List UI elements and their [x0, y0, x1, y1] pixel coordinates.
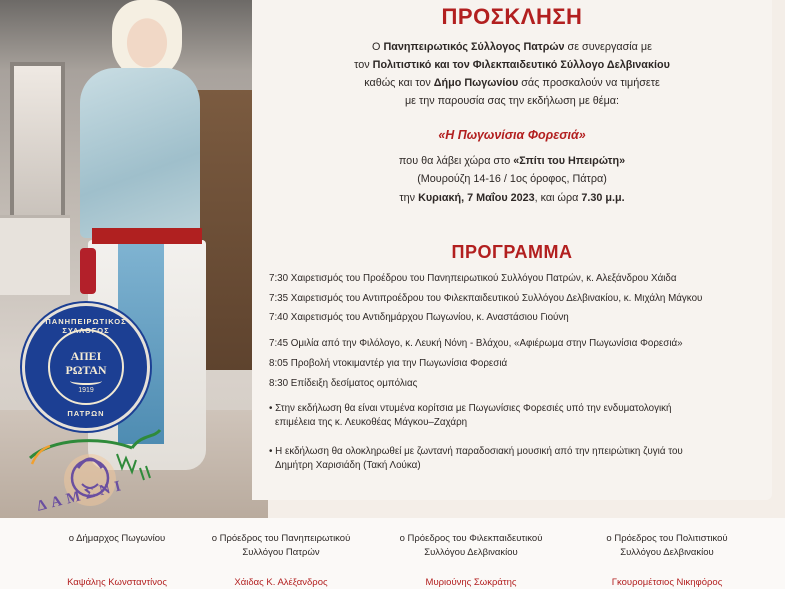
note-line: • Στην εκδήλωση θα είναι ντυμένα κορίτσια με Πωγωνίσιες Φορεσιές υπό την ενδυματολογική: [269, 403, 672, 414]
signature-role: Συλλόγου Δελβινακίου: [424, 547, 518, 558]
signature-block: [582, 532, 752, 588]
signature-role: Συλλόγου Πατρών: [242, 547, 320, 558]
intro-text: σάς προσκαλούν να τιμήσετε: [518, 77, 660, 89]
signature-name: Μυριούνης Σωκράτης: [425, 577, 517, 588]
intro-text: καθώς και τον: [364, 77, 434, 89]
program-item: 7:45 Ομιλία από την Φιλόλογο, κ. Λευκή Νόνη - Βλάχου, «Αφιέρωμα στην Πωγωνίσια Φορεσιά»: [269, 338, 683, 349]
event-time: 7.30 μ.μ.: [581, 192, 625, 204]
program-note: [269, 445, 683, 473]
note-line: • Η εκδήλωση θα ολοκληρωθεί με ζωντανή παραδοσιακή μουσική από την ηπειρώτικη ζυγιά του: [269, 446, 683, 457]
invitation-panel: [252, 0, 772, 500]
venue-place: «Σπίτι του Ηπειρώτη»: [513, 155, 626, 167]
signature-role: ο Δήμαρχος Πωγωνίου: [68, 533, 166, 544]
signature-name: Γκουρομέτσιος Νικηφόρος: [611, 577, 723, 588]
venue-line-3: [252, 191, 772, 205]
signature-role: ο Πρόεδρος του Πανηπειρωτικού: [211, 533, 351, 544]
logo2-text: ΔΑΜΣΝΙ: [35, 477, 128, 515]
venue-text: την: [399, 192, 419, 204]
intro-text: Ο: [372, 41, 384, 53]
note-line: Δημήτρη Χαρισιάδη (Τακή Λούκα): [275, 460, 421, 471]
venue-text: που θα λάβει χώρα στο: [398, 155, 514, 167]
signature-name: Καψάλης Κωνσταντίνος: [67, 577, 167, 588]
signature-role: ο Πρόεδρος του Πολιτιστικού: [606, 533, 728, 544]
signatures-footer: [0, 518, 785, 589]
red-tassel: [80, 248, 96, 294]
signature-role: Συλλόγου Δελβινακίου: [620, 547, 714, 558]
org-name: Πολιτιστικό και τον Φιλεκπαιδευτικό Σύλλογο Δελβινακίου: [372, 59, 670, 71]
photo-window: [10, 62, 65, 222]
org-name: Δήμο Πωγωνίου: [433, 77, 519, 89]
invitation-title: ΠΡΟΣΚΛΗΣΗ: [441, 4, 583, 29]
program-title: ΠΡΟΓΡΑΜΜΑ: [451, 242, 573, 262]
intro-line-2: [252, 58, 772, 72]
program-item: 8:05 Προβολή ντοκιμαντέρ για την Πωγωνίσια Φορεσιά: [269, 358, 508, 369]
signature-name: Χάιδας Κ. Αλέξανδρος: [234, 577, 328, 588]
program-item: 8:30 Επίδειξη δεσίματος ομπόλιας: [269, 378, 418, 389]
intro-line-4: με την παρουσία σας την εκδήλωση με θέμα:: [404, 95, 620, 107]
intro-line-3: [252, 76, 772, 90]
red-belt: [92, 228, 202, 244]
headscarf: [112, 0, 182, 78]
seal-motto: ΡΩΤΑΝ: [65, 363, 107, 377]
seal-year: 1919: [78, 387, 94, 394]
intro-line-1: [252, 40, 772, 54]
intro-text: σε συνεργασία με: [564, 41, 652, 53]
signature-block: [386, 532, 556, 588]
event-date: Κυριακή, 7 Μαΐου 2023: [418, 192, 535, 204]
venue-line-1: [252, 154, 772, 168]
municipality-logo: [22, 428, 172, 518]
program-item: 7:35 Χαιρετισμός του Αντιπροέδρου του Φιλεκπαιδευτικού Συλλόγου Δελβινακίου, κ. Μιχάλη Μάγκου: [269, 293, 703, 304]
seal-name-bottom: ΠΑΤΡΩΝ: [67, 409, 105, 418]
association-seal-logo: [22, 303, 150, 431]
photo-shelf: [0, 215, 70, 295]
venue-line-2: (Μουρούζη 14-16 / 1ος όροφος, Πάτρα): [417, 173, 607, 185]
org-name: Πανηπειρωτικός Σύλλογος Πατρών: [383, 41, 565, 53]
program-item: 7:40 Χαιρετισμός του Αντιδημάρχου Πωγωνίου, κ. Αναστάσιου Γιούνη: [269, 312, 569, 323]
program-item: 7:30 Χαιρετισμός του Προέδρου του Πανηπειρωτικού Συλλόγου Πατρών, κ. Αλεξάνδρου Χάιδα: [269, 273, 677, 284]
venue-text: , και ώρα: [534, 192, 582, 204]
intro-text: τον: [354, 59, 373, 71]
brocade-coat: [80, 68, 200, 238]
program-note: [269, 402, 672, 430]
note-line: επιμέλεια της κ. Λευκοθέας Μάγκου–Ζαχάρη: [275, 417, 468, 428]
event-theme: «Η Πωγωνίσια Φορεσιά»: [438, 128, 586, 142]
seal-motto: ΑΠΕΙ: [70, 349, 102, 363]
seal-name-top: ΠΑΝΗΠΕΙΡΩΤΙΚΟΣ ΣΥΛΛΟΓΟΣ: [45, 317, 127, 335]
signature-role: ο Πρόεδρος του Φιλεκπαιδευτικού: [399, 533, 543, 544]
signature-block: [196, 532, 366, 588]
signature-block: [32, 532, 202, 588]
